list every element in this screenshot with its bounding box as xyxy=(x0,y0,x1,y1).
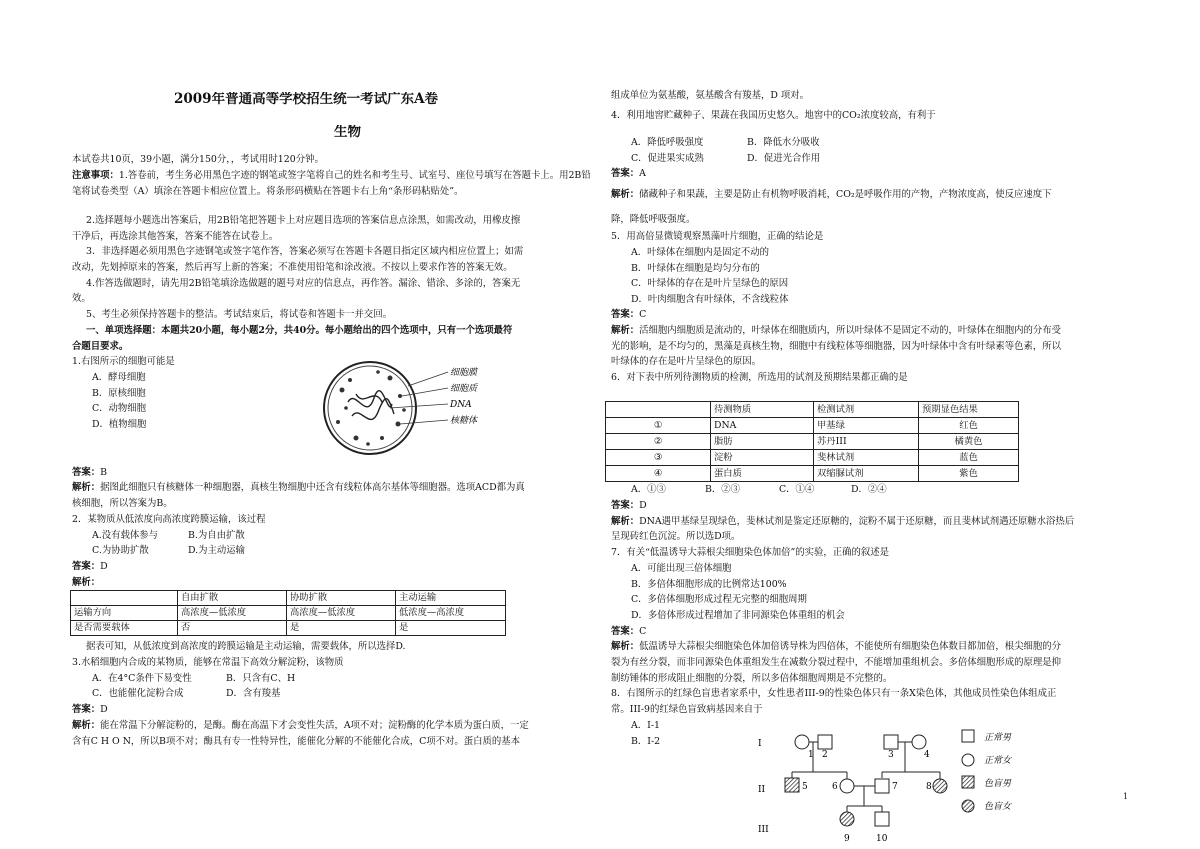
option: D．叶肉细胞含有叶绿体，不含线粒体 xyxy=(631,294,789,305)
option: C．多倍体细胞形成过程无完整的细胞周期 xyxy=(631,594,807,605)
answer-value: C xyxy=(639,309,647,320)
table-cell: 苏丹III xyxy=(814,434,919,450)
answer-line xyxy=(611,166,646,182)
individual-iii9-colorblind-female xyxy=(840,812,854,826)
option: C．促进果实成熟 xyxy=(631,153,704,164)
label-lines xyxy=(390,372,448,424)
option: B．多倍体细胞形成的比例常达100% xyxy=(631,579,787,590)
question-stem: 1.右图所示的细胞可能是 xyxy=(72,356,175,367)
individual-i4-normal-female xyxy=(912,735,926,749)
individual-i3-normal-male xyxy=(884,735,898,749)
legend-colorblind-female-symbol xyxy=(962,800,974,812)
answer-value: D xyxy=(100,561,108,572)
notice-line: 改动，先划掉原来的答案，然后再写上新的答案；不准使用铅笔和涂改液。不按以上要求作答的答案无效。 xyxy=(72,262,513,273)
option: B．②③ xyxy=(705,484,741,495)
label-cell-membrane: 细胞膜 xyxy=(450,368,478,378)
answer-line xyxy=(611,498,647,514)
analysis-text: 能在常温下分解淀粉的，是酶。酶在高温下才会变性失活，A项不对；淀粉酶的化学本质为蛋白质，一定 xyxy=(100,720,529,731)
analysis-line: 叶绿体的存在是叶片呈绿色的原因。 xyxy=(611,356,762,367)
analysis-line xyxy=(611,514,1074,530)
question-stem: 8．右图所示的红绿色盲患者家系中，女性患者III-9的性染色体只有一条X染色体，其他成员性染色体组成正 xyxy=(611,688,1057,699)
analysis-label: 解析： xyxy=(611,641,640,652)
table-cell: 脂肪 xyxy=(711,434,814,450)
section-heading: 合题目要求。 xyxy=(72,341,129,352)
analysis-line: 核细胞，所以答案为B。 xyxy=(72,498,173,509)
question-stem: 2．某物质从低浓度向高浓度跨膜运输，该过程 xyxy=(72,514,266,525)
option: B．降低水分吸收 xyxy=(747,137,820,148)
analysis-line xyxy=(611,639,1061,655)
answer-value: C xyxy=(639,626,647,637)
notice-line: 3．非选择题必须用黑色字迹钢笔或签字笔作答，答案必须写在答题卡各题目指定区域内相应位置上；如需 xyxy=(86,246,524,257)
pedigree-diagram xyxy=(752,722,1052,846)
table-row xyxy=(71,621,506,636)
page-number: 1 xyxy=(1123,792,1129,801)
option: A．叶绿体在细胞内是固定不动的 xyxy=(631,247,770,258)
answer-line xyxy=(611,307,646,323)
individual-iii10-normal-male xyxy=(875,812,889,826)
question-stem: 6．对下表中所列待测物质的检测，所选用的试剂及预期结果都正确的是 xyxy=(611,372,908,383)
individual-number: 7 xyxy=(892,782,898,792)
cell-membrane xyxy=(324,362,416,454)
legend-normal-female-label: 正常女 xyxy=(984,756,1012,766)
individual-number: 1 xyxy=(808,750,814,760)
option: D．植物细胞 xyxy=(92,419,147,430)
notice-line: 4.作答选做题时，请先用2B铅笔填涂选做题的题号对应的信息点，再作答。漏涂、错涂、多涂的，答案无 xyxy=(86,278,521,289)
option: C．也能催化淀粉合成 xyxy=(92,688,184,699)
question-stem: 常。III-9的红绿色盲致病基因来自于 xyxy=(611,704,763,715)
table-cell: ④ xyxy=(606,466,711,482)
legend-colorblind-female-label: 色盲女 xyxy=(984,802,1012,812)
answer-line xyxy=(72,559,108,575)
answer-label: 答案： xyxy=(611,309,640,320)
table-cell: 斐林试剂 xyxy=(814,450,919,466)
dna-strand xyxy=(348,391,394,420)
table-cell: DNA xyxy=(711,418,814,434)
option: B．I-2 xyxy=(631,736,661,747)
question-stem: 3.水稻细胞内合成的某物质，能够在常温下高效分解淀粉，该物质 xyxy=(72,657,344,668)
analysis-note: 据表可知，从低浓度到高浓度的跨膜运输是主动运输，需要载体，所以选择D. xyxy=(86,641,406,652)
option: D．②④ xyxy=(851,484,887,495)
table-row xyxy=(606,466,1019,482)
option: A.没有载体参与 xyxy=(92,530,159,541)
legend-normal-male-symbol xyxy=(962,730,974,742)
notice-line: 5、考生必须保持答题卡的整洁。考试结束后，将试卷和答题卡一并交回。 xyxy=(86,309,392,320)
legend-colorblind-male-symbol xyxy=(962,776,974,788)
answer-line xyxy=(72,702,108,718)
analysis-label: 解析： xyxy=(611,189,640,200)
option: B.为自由扩散 xyxy=(188,530,245,541)
option: D.为主动运输 xyxy=(188,545,246,556)
analysis-text: 低温诱导大蒜根尖细胞染色体加倍诱导株为四倍体，不能使所有细胞染色体数目都加倍，根尖细胞的分 xyxy=(639,641,1062,652)
individual-number: 8 xyxy=(926,782,932,792)
individual-number: 6 xyxy=(832,782,838,792)
subject-title: 生物 xyxy=(334,125,361,140)
analysis-line: 裂为有丝分裂，而非同源染色体重组发生在减数分裂过程中，不能增加重组机会。多倍体细胞形成的原理是抑 xyxy=(611,657,1062,668)
question-stem: 5．用高倍显微镜观察黑藻叶片细胞，正确的结论是 xyxy=(611,231,824,242)
individual-number: 10 xyxy=(876,834,888,844)
legend-normal-male-label: 正常男 xyxy=(984,733,1012,743)
analysis-label: 解析： xyxy=(72,577,101,588)
table-cell: 蛋白质 xyxy=(711,466,814,482)
table-cell: 是 xyxy=(287,621,396,636)
generation-label-i: I xyxy=(758,739,762,749)
table-cell: 低浓度—高浓度 xyxy=(396,606,506,621)
individual-number: 4 xyxy=(924,750,930,760)
answer-value: D xyxy=(100,704,108,715)
table-cell: 检测试剂 xyxy=(814,402,919,418)
table-cell: 蓝色 xyxy=(919,450,1019,466)
analysis-line xyxy=(72,480,525,496)
analysis-line: 降，降低呼吸强度。 xyxy=(611,214,696,225)
table-row xyxy=(606,450,1019,466)
table-row xyxy=(606,418,1019,434)
label-dna: DNA xyxy=(450,400,472,410)
analysis-line: 组成单位为氨基酸，氨基酸含有羧基，D 项对。 xyxy=(611,90,809,101)
table-cell: 甲基绿 xyxy=(814,418,919,434)
table-cell xyxy=(71,591,178,606)
answer-value: B xyxy=(100,467,108,478)
legend-colorblind-male-label: 色盲男 xyxy=(984,779,1012,789)
table-header-row xyxy=(606,402,1019,418)
table-row xyxy=(71,606,506,621)
exam-title: 2009年普通高等学校招生统一考试广东A卷 xyxy=(174,92,439,107)
table-cell: ① xyxy=(606,418,711,434)
label-cytoplasm: 细胞质 xyxy=(450,384,478,394)
legend-normal-female-symbol xyxy=(962,754,974,766)
analysis-line xyxy=(611,187,1052,203)
option: A．可能出现三倍体细胞 xyxy=(631,563,732,574)
generation-label-ii: II xyxy=(758,785,766,795)
cell-diagram xyxy=(320,352,520,464)
table-cell: 运输方向 xyxy=(71,606,178,621)
individual-i2-normal-male xyxy=(818,735,832,749)
notice-line: 2.选择题每小题选出答案后，用2B铅笔把答题卡上对应题目选项的答案信息点涂黑，如需改动，用橡皮擦 xyxy=(86,215,521,226)
option: B．只含有C、H xyxy=(226,673,296,684)
individual-number: 9 xyxy=(844,834,850,844)
individual-number: 3 xyxy=(888,750,894,760)
notice-text: 1.答卷前，考生务必用黑色字迹的钢笔或签字笔将自己的姓名和考生号、试室号、座位号填写在答题卡上。用2B铅笔将试卷类型（A）填涂在答题卡相应位置上。将条形码横贴在答题卡右上角“条形码粘贴处”。 xyxy=(72,170,591,197)
table-cell: 是否需要载体 xyxy=(71,621,178,636)
option: D．多倍体形成过程增加了非同源染色体重组的机会 xyxy=(631,610,845,621)
answer-label: 答案： xyxy=(72,704,101,715)
table-cell: 橘黄色 xyxy=(919,434,1019,450)
option: D．含有羧基 xyxy=(226,688,281,699)
individual-number: 5 xyxy=(802,782,808,792)
table-row xyxy=(606,434,1019,450)
reagent-table xyxy=(605,401,1019,482)
label-ribosome: 核糖体 xyxy=(450,416,478,426)
table-cell: 待测物质 xyxy=(711,402,814,418)
generation-label-iii: III xyxy=(758,825,769,835)
analysis-label: 解析： xyxy=(72,482,101,493)
analysis-line xyxy=(72,718,529,734)
answer-label: 答案： xyxy=(611,500,640,511)
individual-ii8-colorblind-female xyxy=(933,779,947,793)
analysis-text: DNA遇甲基绿呈现绿色，斐林试剂是鉴定还原糖的，淀粉不属于还原糖，而且斐林试剂遇还原糖水浴热后 xyxy=(639,516,1075,527)
answer-line xyxy=(611,624,646,640)
individual-ii6-normal-female xyxy=(840,779,854,793)
individual-i1-normal-female xyxy=(795,735,809,749)
option: B．叶绿体在细胞是均匀分布的 xyxy=(631,263,760,274)
transport-table xyxy=(70,590,506,636)
option: A．①③ xyxy=(631,484,666,495)
cell-wall-inner xyxy=(328,366,412,450)
table-cell: 双缩脲试剂 xyxy=(814,466,919,482)
individual-ii5-colorblind-male xyxy=(785,778,799,792)
individual-ii7-normal-male xyxy=(875,779,889,793)
option: C．动物细胞 xyxy=(92,403,147,414)
intro-line: 本试卷共10页，39小题，满分150分，，考试用时120分钟。 xyxy=(72,154,324,165)
table-cell: ② xyxy=(606,434,711,450)
analysis-text: 据图此细胞只有核糖体一种细胞器，真核生物细胞中还含有线粒体高尔基体等细胞器。选项ACD都为真 xyxy=(100,482,525,493)
analysis-text: 活细胞内细胞质是流动的，叶绿体在细胞质内，所以叶绿体不是固定不动的，叶绿体在细胞内的分布受 xyxy=(639,325,1062,336)
option: B．原核细胞 xyxy=(92,388,146,399)
analysis-label: 解析： xyxy=(611,325,640,336)
question-stem: 4．利用地窖贮藏种子、果蔬在我国历史悠久。地窖中的CO₂浓度较高，有利于 xyxy=(611,110,936,121)
analysis-line: 制纺锤体的形成阻止细胞的分裂，所以多倍体细胞周期是不完整的。 xyxy=(611,673,893,684)
table-header-row xyxy=(71,591,506,606)
answer-value: D xyxy=(639,500,647,511)
analysis-line: 呈现砖红色沉淀。所以选D项。 xyxy=(611,531,741,542)
answer-label: 答案： xyxy=(611,168,640,179)
analysis-label: 解析： xyxy=(611,516,640,527)
analysis-line: 含有C H O N，所以B项不对；酶具有专一性特异性，能催化分解的不能催化合成，C项不对。蛋白质的基本 xyxy=(72,736,520,747)
table-cell: 高浓度—低浓度 xyxy=(287,606,396,621)
option: C．叶绿体的存在是叶片呈绿色的原因 xyxy=(631,278,789,289)
table-cell: 自由扩散 xyxy=(178,591,287,606)
option: C.为协助扩散 xyxy=(92,545,149,556)
option: C．①④ xyxy=(779,484,815,495)
table-cell: ③ xyxy=(606,450,711,466)
option: A．酵母细胞 xyxy=(92,372,146,383)
question-stem: 7．有关“低温诱导大蒜根尖细胞染色体加倍”的实验，正确的叙述是 xyxy=(611,547,890,558)
table-cell: 紫色 xyxy=(919,466,1019,482)
table-cell: 否 xyxy=(178,621,287,636)
notice-line: 注意事项：1.答卷前，考生务必用黑色字迹的钢笔或签字笔将自己的姓名和考生号、试室号、座位号填写在答题卡上。用2B铅笔将试卷类型（A）填涂在答题卡相应位置上。将条形码横贴在答题卡右上角“条形码粘贴处”。 xyxy=(72,170,591,197)
answer-label: 答案： xyxy=(72,561,101,572)
analysis-label: 解析： xyxy=(72,720,101,731)
table-cell xyxy=(606,402,711,418)
section-heading: 一、单项选择题：本题共20小题，每小题2分，共40分。每小题给出的四个选项中，只有一个选项最符 xyxy=(86,325,513,336)
option: A．I-1 xyxy=(631,720,660,731)
individual-number: 2 xyxy=(822,750,828,760)
answer-line xyxy=(72,465,107,481)
table-cell: 预期显色结果 xyxy=(919,402,1019,418)
notice-line: 效。 xyxy=(72,293,91,304)
option: A．降低呼吸强度 xyxy=(631,137,704,148)
table-cell: 淀粉 xyxy=(711,450,814,466)
analysis-line: 光的影响，是不均匀的，黑藻是真核生物，细胞中有线粒体等细胞器，因为叶绿体中含有叶绿素等色素，所以 xyxy=(611,341,1062,352)
table-cell: 协助扩散 xyxy=(287,591,396,606)
analysis-line xyxy=(611,323,1061,339)
option: D．促进光合作用 xyxy=(747,153,821,164)
answer-label: 答案： xyxy=(611,626,640,637)
analysis-text: 储藏种子和果蔬，主要是防止有机物呼吸消耗，CO₂是呼吸作用的产物，产物浓度高，使反应速度下 xyxy=(639,189,1052,200)
table-cell: 高浓度—低浓度 xyxy=(178,606,287,621)
table-cell: 红色 xyxy=(919,418,1019,434)
option: A．在4°C条件下易变性 xyxy=(92,673,192,684)
notice-line: 干净后，再选涂其他答案，答案不能答在试卷上。 xyxy=(72,231,279,242)
table-cell: 是 xyxy=(396,621,506,636)
table-cell: 主动运输 xyxy=(396,591,506,606)
answer-label: 答案： xyxy=(72,467,101,478)
answer-value: A xyxy=(639,168,646,179)
